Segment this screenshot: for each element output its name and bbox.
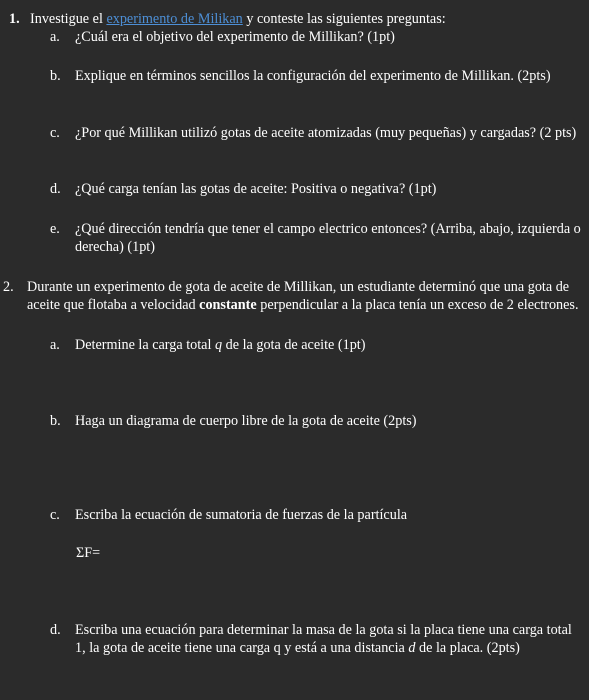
question-1c xyxy=(50,124,581,142)
question-1-number: 1. xyxy=(9,11,20,27)
question-1-intro-end: y conteste las siguientes preguntas: xyxy=(242,11,446,27)
question-2d-text xyxy=(75,621,581,657)
milikan-experiment-link[interactable]: experimento de Milikan xyxy=(106,11,243,27)
question-1e-letter: e. xyxy=(50,221,60,237)
question-2c-letter: c. xyxy=(50,507,60,523)
question-1a xyxy=(50,28,581,46)
question-2b xyxy=(50,412,581,430)
question-1e-text: ¿Qué dirección tendría que tener el campo electrico entonces? (Arriba, abajo, izquierda o derecha) (1pt) xyxy=(75,221,581,255)
question-1d xyxy=(50,180,581,198)
question-1-intro: Investigue el xyxy=(30,11,107,27)
question-1c-text: ¿Por qué Millikan utilizó gotas de aceite atomizadas (muy pequeñas) y cargadas? (2 pts) xyxy=(75,125,577,141)
question-2a xyxy=(50,336,581,354)
question-2 xyxy=(3,278,583,314)
question-1b xyxy=(50,67,581,85)
question-2a-text xyxy=(75,336,581,354)
question-2c-text: Escriba la ecuación de sumatoria de fuerzas de la partícula xyxy=(75,507,408,523)
question-2-number: 2. xyxy=(3,279,14,295)
question-1b-text: Explique en términos sencillos la configuración del experimento de Millikan. (2pts) xyxy=(75,68,551,84)
sum-of-forces-label: ΣF= xyxy=(76,545,101,561)
question-1d-text: ¿Qué carga tenían las gotas de aceite: Positiva o negativa? (1pt) xyxy=(75,181,437,197)
question-2-intro-end: perpendicular a la placa tenía un exceso de 2 electrones. xyxy=(256,297,579,313)
question-2a-text-start: Determine la carga total xyxy=(75,337,215,353)
question-2d-letter: d. xyxy=(50,622,61,638)
question-1a-letter: a. xyxy=(50,29,60,45)
question-1e xyxy=(50,220,581,256)
question-2d xyxy=(50,621,581,657)
question-2d-text-end: de la placa. (2pts) xyxy=(415,640,520,656)
question-1d-letter: d. xyxy=(50,181,61,197)
question-2c xyxy=(50,506,581,524)
question-1c-letter: c. xyxy=(50,125,60,141)
question-1b-letter: b. xyxy=(50,68,61,84)
question-2a-text-end: de la gota de aceite (1pt) xyxy=(222,337,366,353)
question-1-text xyxy=(30,10,583,28)
question-2d-text-start: Escriba una ecuación para determinar la masa de la gota si la placa tiene una carga total 1, la gota de aceite tiene una carga q y está a una distancia xyxy=(75,622,572,656)
question-2-text xyxy=(27,278,583,314)
question-1a-text: ¿Cuál era el objetivo del experimento de Millikan? (1pt) xyxy=(75,29,395,45)
charge-variable-q: q xyxy=(214,337,223,353)
question-2-intro: Durante un experimento de gota de aceite de Millikan, un estudiante determinó que una gota de aceite que flotaba a velocidad xyxy=(27,279,570,313)
question-2b-letter: b. xyxy=(50,413,61,429)
question-1 xyxy=(9,10,583,28)
constant-emphasis: constante xyxy=(199,297,257,313)
question-2b-text: Haga un diagrama de cuerpo libre de la gota de aceite (2pts) xyxy=(75,413,417,429)
question-2a-letter: a. xyxy=(50,337,60,353)
distance-variable-d: d xyxy=(408,640,416,656)
